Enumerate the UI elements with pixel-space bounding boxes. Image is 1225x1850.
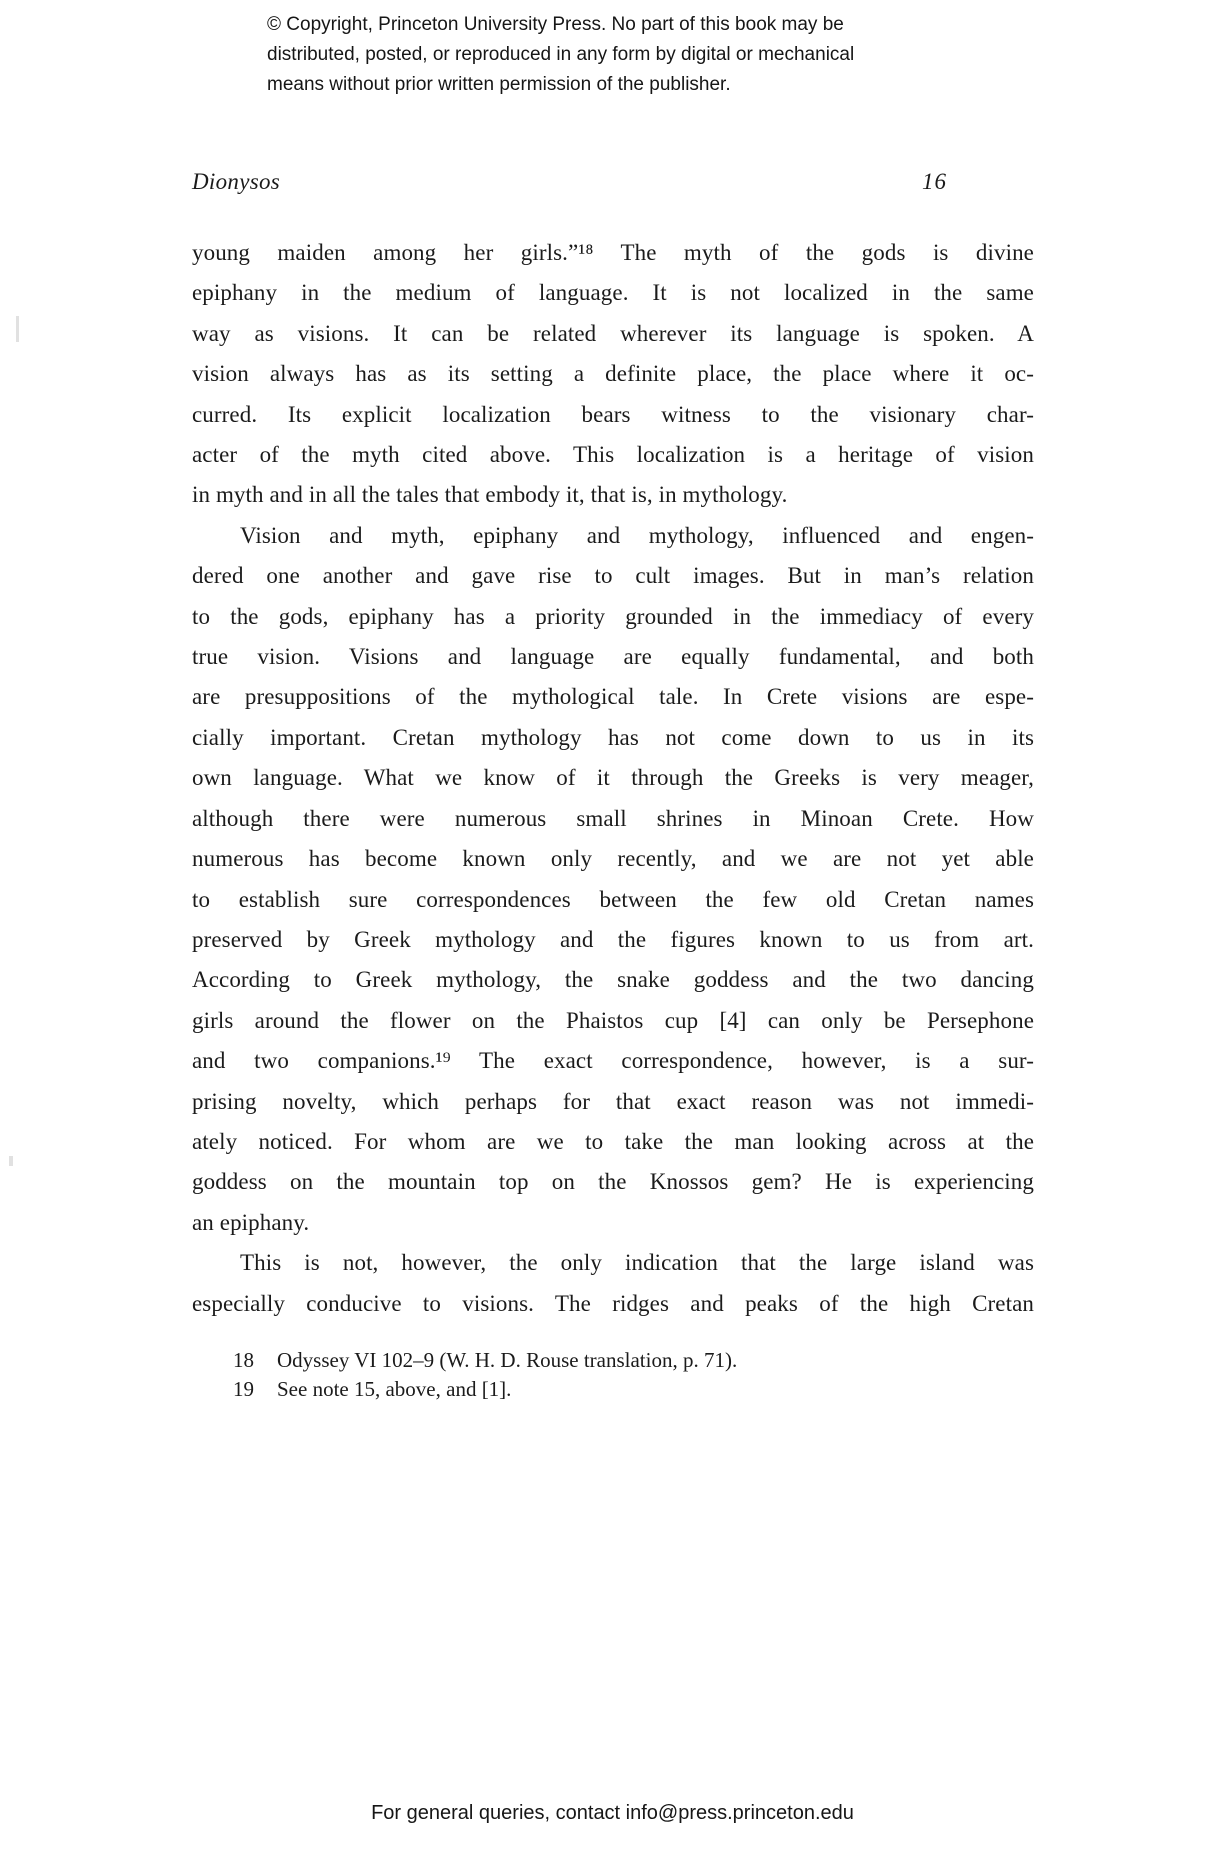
scan-artifact: [9, 1156, 13, 1166]
body-line: acter of the myth cited above. This localization is a heritage of vision: [192, 442, 1034, 468]
footnote-text: See note 15, above, and [1].: [277, 1377, 512, 1401]
body-line: prising novelty, which perhaps for that exact reason was not immedi-: [192, 1088, 1034, 1114]
body-line: dered one another and gave rise to cult images. But in man’s relation: [192, 563, 1034, 589]
running-header: [192, 165, 1034, 205]
body-line: to the gods, epiphany has a priority grounded in the immediacy of every: [192, 603, 1034, 629]
body-line: although there were numerous small shrines in Minoan Crete. How: [192, 805, 1034, 831]
contact-line: For general queries, contact info@press.princeton.edu: [371, 1802, 854, 1824]
scan-artifact: [16, 316, 19, 342]
page-footer: [0, 1800, 1225, 1826]
body-line: in myth and in all the tales that embody it, that is, in mythology.: [192, 482, 788, 508]
body-line: Vision and myth, epiphany and mythology, influenced and engen-: [240, 522, 1034, 548]
body-line: to establish sure correspondences between the few old Cretan names: [192, 886, 1034, 912]
footnote-text: Odyssey VI 102–9 (W. H. D. Rouse translation, p. 71).: [277, 1348, 738, 1372]
body-line: true vision. Visions and language are equally fundamental, and both: [192, 644, 1034, 670]
footnote-item: [233, 1346, 933, 1375]
running-title: Dionysos: [192, 169, 281, 194]
body-line: are presuppositions of the mythological tale. In Crete visions are espe-: [192, 684, 1034, 710]
body-line: girls around the flower on the Phaistos cup [4] can only be Persephone: [192, 1007, 1034, 1033]
copyright-notice: [267, 10, 987, 100]
copyright-line: © Copyright, Princeton University Press. No part of this book may be: [267, 14, 844, 35]
body-line: an epiphany.: [192, 1209, 310, 1235]
body-line: young maiden among her girls.”¹⁸ The myth of the gods is divine: [192, 240, 1034, 265]
body-line: way as visions. It can be related wherever its language is spoken. A: [192, 320, 1034, 346]
body-line: own language. What we know of it through the Greeks is very meager,: [192, 765, 1034, 791]
copyright-line: means without prior written permission of the publisher.: [267, 74, 731, 95]
body-line: curred. Its explicit localization bears witness to the visionary char-: [192, 401, 1034, 427]
body-line: especially conducive to visions. The ridges and peaks of the high Cretan: [192, 1290, 1034, 1316]
body-line: goddess on the mountain top on the Knossos gem? He is experiencing: [192, 1169, 1034, 1195]
body-line: ately noticed. For whom are we to take the man looking across at the: [192, 1128, 1034, 1154]
footnote-number: 18: [233, 1348, 254, 1372]
body-line: preserved by Greek mythology and the figures known to us from art.: [192, 926, 1034, 952]
body-line: and two companions.¹⁹ The exact correspondence, however, is a sur-: [192, 1048, 1034, 1074]
body-line: vision always has as its setting a definite place, the place where it oc-: [192, 361, 1034, 387]
body-line: According to Greek mythology, the snake goddess and the two dancing: [192, 967, 1034, 993]
copyright-line: distributed, posted, or reproduced in any form by digital or mechanical: [267, 44, 855, 65]
body-line: cially important. Cretan mythology has not come down to us in its: [192, 724, 1034, 750]
footnotes-section: [233, 1346, 933, 1404]
footnote-item: [233, 1375, 933, 1404]
body-text: [192, 233, 1034, 1324]
page-number: 16: [922, 169, 947, 194]
body-line: numerous has become known only recently, and we are not yet able: [192, 846, 1034, 872]
body-line: This is not, however, the only indication that the large island was: [240, 1250, 1034, 1276]
footnote-number: 19: [233, 1377, 254, 1401]
body-line: epiphany in the medium of language. It is not localized in the same: [192, 280, 1034, 306]
